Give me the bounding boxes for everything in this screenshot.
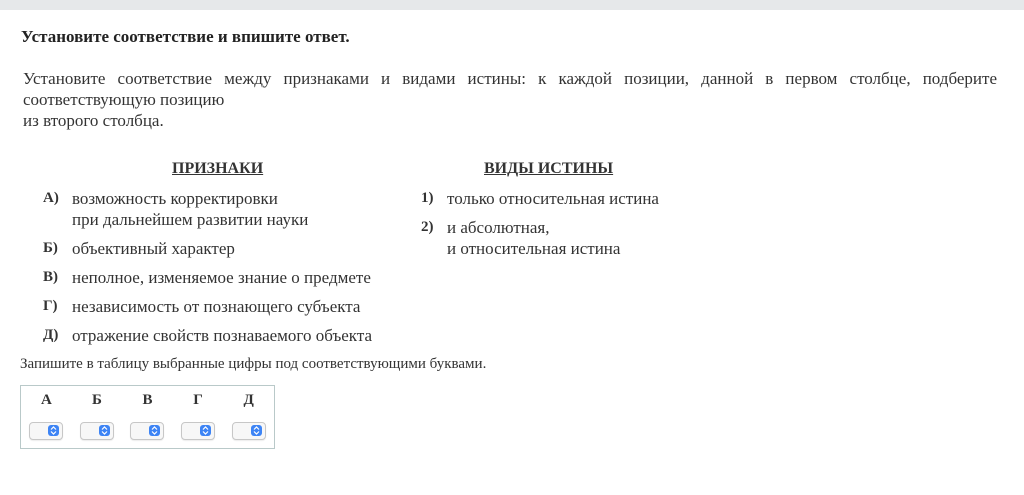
truth-type-label: 1) [421,190,434,206]
criterion-d [43,325,413,346]
answer-select-d[interactable] [232,422,266,440]
answer-select-g[interactable] [181,422,215,440]
truth-type-text: только относительная истина [447,189,659,208]
answer-table [20,385,275,449]
chevron-up-down-icon [149,425,160,436]
truth-type-line: и абсолютная, [447,218,550,237]
truth-type-line: и относительная истина [447,239,621,258]
left-column-header: ПРИЗНАКИ [172,160,264,177]
truth-type-text [447,217,620,259]
chevron-up-down-icon [48,425,59,436]
answer-cell [21,414,72,449]
task-heading: Установите соответствие и впишите ответ. [21,27,350,46]
answer-cell [223,414,274,449]
right-column-header: ВИДЫ ИСТИНЫ [484,160,614,177]
intro-line-1: Установите соответствие между признаками и видами истины: к каждой позиции, данной в первом столбце, подберите [23,69,997,88]
answer-letter: Б [92,391,102,408]
criterion-b [43,238,413,259]
answer-select-v[interactable] [130,422,164,440]
criterion-g [43,296,413,317]
task-intro [23,68,997,131]
chevron-up-down-icon [99,425,110,436]
answer-select-b[interactable] [80,422,114,440]
criterion-v [43,267,413,288]
criterion-label: Б) [43,240,58,256]
answer-letters-row [21,386,275,415]
answer-letter: Г [193,391,203,408]
criterion-label: А) [43,190,59,206]
answer-letter: Д [243,391,254,408]
criterion-text: объективный характер [72,239,235,258]
criterion-label: Д) [43,327,59,343]
criterion-label: Г) [43,298,58,314]
answer-select-a[interactable] [29,422,63,440]
criterion-text: неполное, изменяемое знание о предмете [72,268,371,287]
answer-cell [72,414,123,449]
truth-type-1 [421,188,721,209]
answer-instruction: Запишите в таблицу выбранные цифры под соответствующими буквами. [20,356,487,372]
answer-cell [173,414,224,449]
chevron-up-down-icon [251,425,262,436]
criterion-text: отражение свойств познаваемого объекта [72,326,373,345]
criterion-label: В) [43,269,58,285]
criterion-text [72,188,308,230]
answer-selects-row [21,414,275,449]
top-bar [0,0,1024,10]
intro-line-3: из второго столбца. [23,111,164,130]
answer-cell [122,414,173,449]
criterion-a [43,188,413,230]
answer-letter: А [40,391,52,408]
truth-type-label: 2) [421,219,434,235]
criterion-line: возможность корректировки [72,189,278,208]
chevron-up-down-icon [200,425,211,436]
answer-letter: В [142,391,153,408]
intro-line-2: соответствующую позицию [23,90,225,109]
criterion-line: при дальнейшем развитии науки [72,210,309,229]
criterion-text: независимость от познающего субъекта [72,297,361,316]
truth-type-2 [421,217,721,259]
